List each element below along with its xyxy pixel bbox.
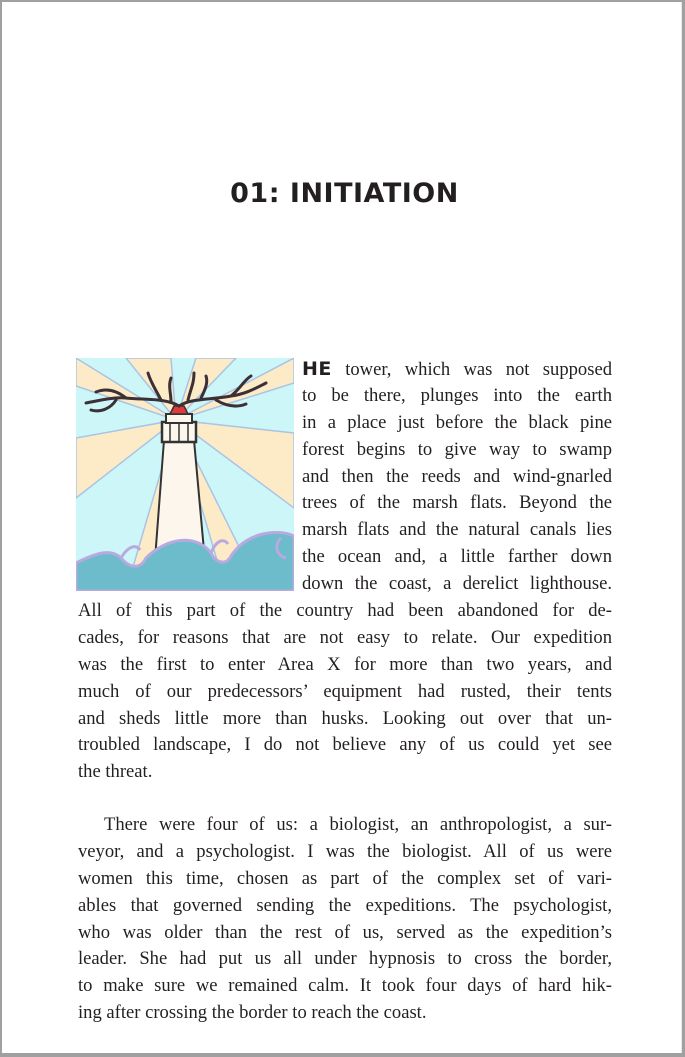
text-line: ing after crossing the border to reach the coast. [78, 1002, 427, 1024]
paragraph-1 [78, 598, 612, 786]
text-line: marsh flats and the natural canals lies [302, 519, 612, 541]
text-line: and then the reeds and wind-gnarled [302, 465, 612, 487]
text-line: to be there, plunges into the earth [302, 384, 612, 406]
text-line: leader. She had put us all under hypnosis to cross the border, [78, 948, 612, 970]
text-line: HE tower, which was not supposed [302, 358, 612, 380]
drop-cap: HE [302, 358, 332, 380]
text-line: was the first to enter Area X for more than two years, and [78, 653, 612, 675]
text-line: cades, for reasons that are not easy to relate. Our expedition [78, 626, 612, 648]
text-line: forest begins to give way to swamp [302, 438, 612, 460]
text-line: women this time, chosen as part of the complex set of vari- [78, 867, 612, 889]
text-line: troubled landscape, I do not believe any of us could yet see [78, 734, 612, 756]
lighthouse-illustration [76, 358, 294, 591]
wrapped-text [302, 356, 612, 598]
text-line: the threat. [78, 761, 153, 783]
text-line: veyor, and a psychologist. I was the biologist. All of us were [78, 840, 612, 862]
text-line: trees of the marsh flats. Beyond the [302, 492, 612, 514]
text-line: much of our predecessors’ equipment had rusted, their tents [78, 680, 612, 702]
text-line: There were four of us: a biologist, an anthropologist, a sur- [104, 814, 612, 835]
text-line: down the coast, a derelict lighthouse. [302, 573, 612, 595]
text-line: ables that governed sending the expeditions. The psychologist, [78, 894, 612, 916]
text-line: to make sure we remained calm. It took four days of hard hik- [78, 975, 612, 997]
text-line: All of this part of the country had been abandoned for de- [78, 600, 612, 621]
text-line: in a place just before the black pine [302, 411, 612, 433]
lighthouse-image [76, 358, 294, 591]
paragraph-2 [78, 812, 612, 1027]
book-page [2, 2, 682, 1053]
text-line: who was older than the rest of us, served as the expedition’s [78, 921, 612, 943]
text-line: and sheds little more than husks. Looking out over that un- [78, 707, 612, 729]
chapter-title: 01: INITIATION [230, 178, 459, 209]
text-line: the ocean and, a little farther down [302, 546, 612, 568]
